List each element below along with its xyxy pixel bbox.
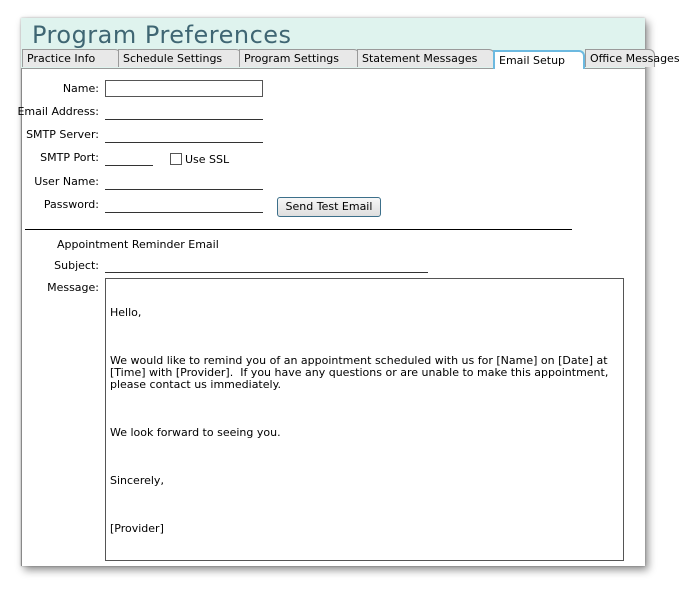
preferences-window: [17, 18, 680, 566]
window-title: Program Preferences: [32, 21, 292, 49]
section-divider: [25, 229, 572, 230]
email-address-field[interactable]: [105, 105, 263, 120]
message-line: We would like to remind you of an appointment scheduled with us for [Name] on [Date] at [Time] with [Provider]. If you have any questions or are unable to make this appointment, please contact us immediately.: [110, 354, 612, 391]
tab-strip: [21, 49, 680, 68]
password-field[interactable]: [105, 198, 263, 213]
message-textarea[interactable]: [105, 278, 624, 561]
subject-field[interactable]: [105, 258, 428, 273]
user-name-label: User Name:: [34, 175, 99, 188]
smtp-port-field[interactable]: [105, 151, 153, 166]
tab-practice-info[interactable]: Practice Info: [22, 49, 121, 67]
title-bar: [21, 18, 645, 49]
message-label: Message:: [47, 281, 99, 294]
reminder-section-title: Appointment Reminder Email: [57, 238, 219, 251]
message-line: Hello,: [110, 306, 142, 319]
message-line: We look forward to seeing you.: [110, 426, 281, 439]
name-label: Name:: [62, 82, 99, 95]
tab-program-settings[interactable]: Program Settings: [239, 49, 360, 67]
tab-schedule-settings[interactable]: Schedule Settings: [118, 49, 242, 67]
email-setup-panel: [17, 68, 645, 566]
smtp-port-label: SMTP Port:: [40, 151, 99, 164]
message-line: Sincerely,: [110, 474, 164, 487]
smtp-server-label: SMTP Server:: [26, 128, 99, 141]
message-line: [Provider]: [110, 522, 164, 535]
password-label: Password:: [43, 198, 99, 211]
email-address-label: Email Address:: [17, 105, 99, 118]
use-ssl-checkbox[interactable]: [170, 153, 182, 165]
user-name-field[interactable]: [105, 175, 263, 190]
tab-email-setup[interactable]: Email Setup: [493, 50, 585, 69]
subject-label: Subject:: [54, 259, 99, 272]
tab-statement-messages[interactable]: Statement Messages: [357, 49, 495, 67]
name-field[interactable]: [105, 80, 263, 97]
tab-office-messages[interactable]: Office Messages: [585, 49, 655, 67]
smtp-server-field[interactable]: [105, 128, 263, 143]
send-test-email-button[interactable]: Send Test Email: [277, 197, 381, 217]
use-ssl-label: Use SSL: [185, 153, 230, 166]
